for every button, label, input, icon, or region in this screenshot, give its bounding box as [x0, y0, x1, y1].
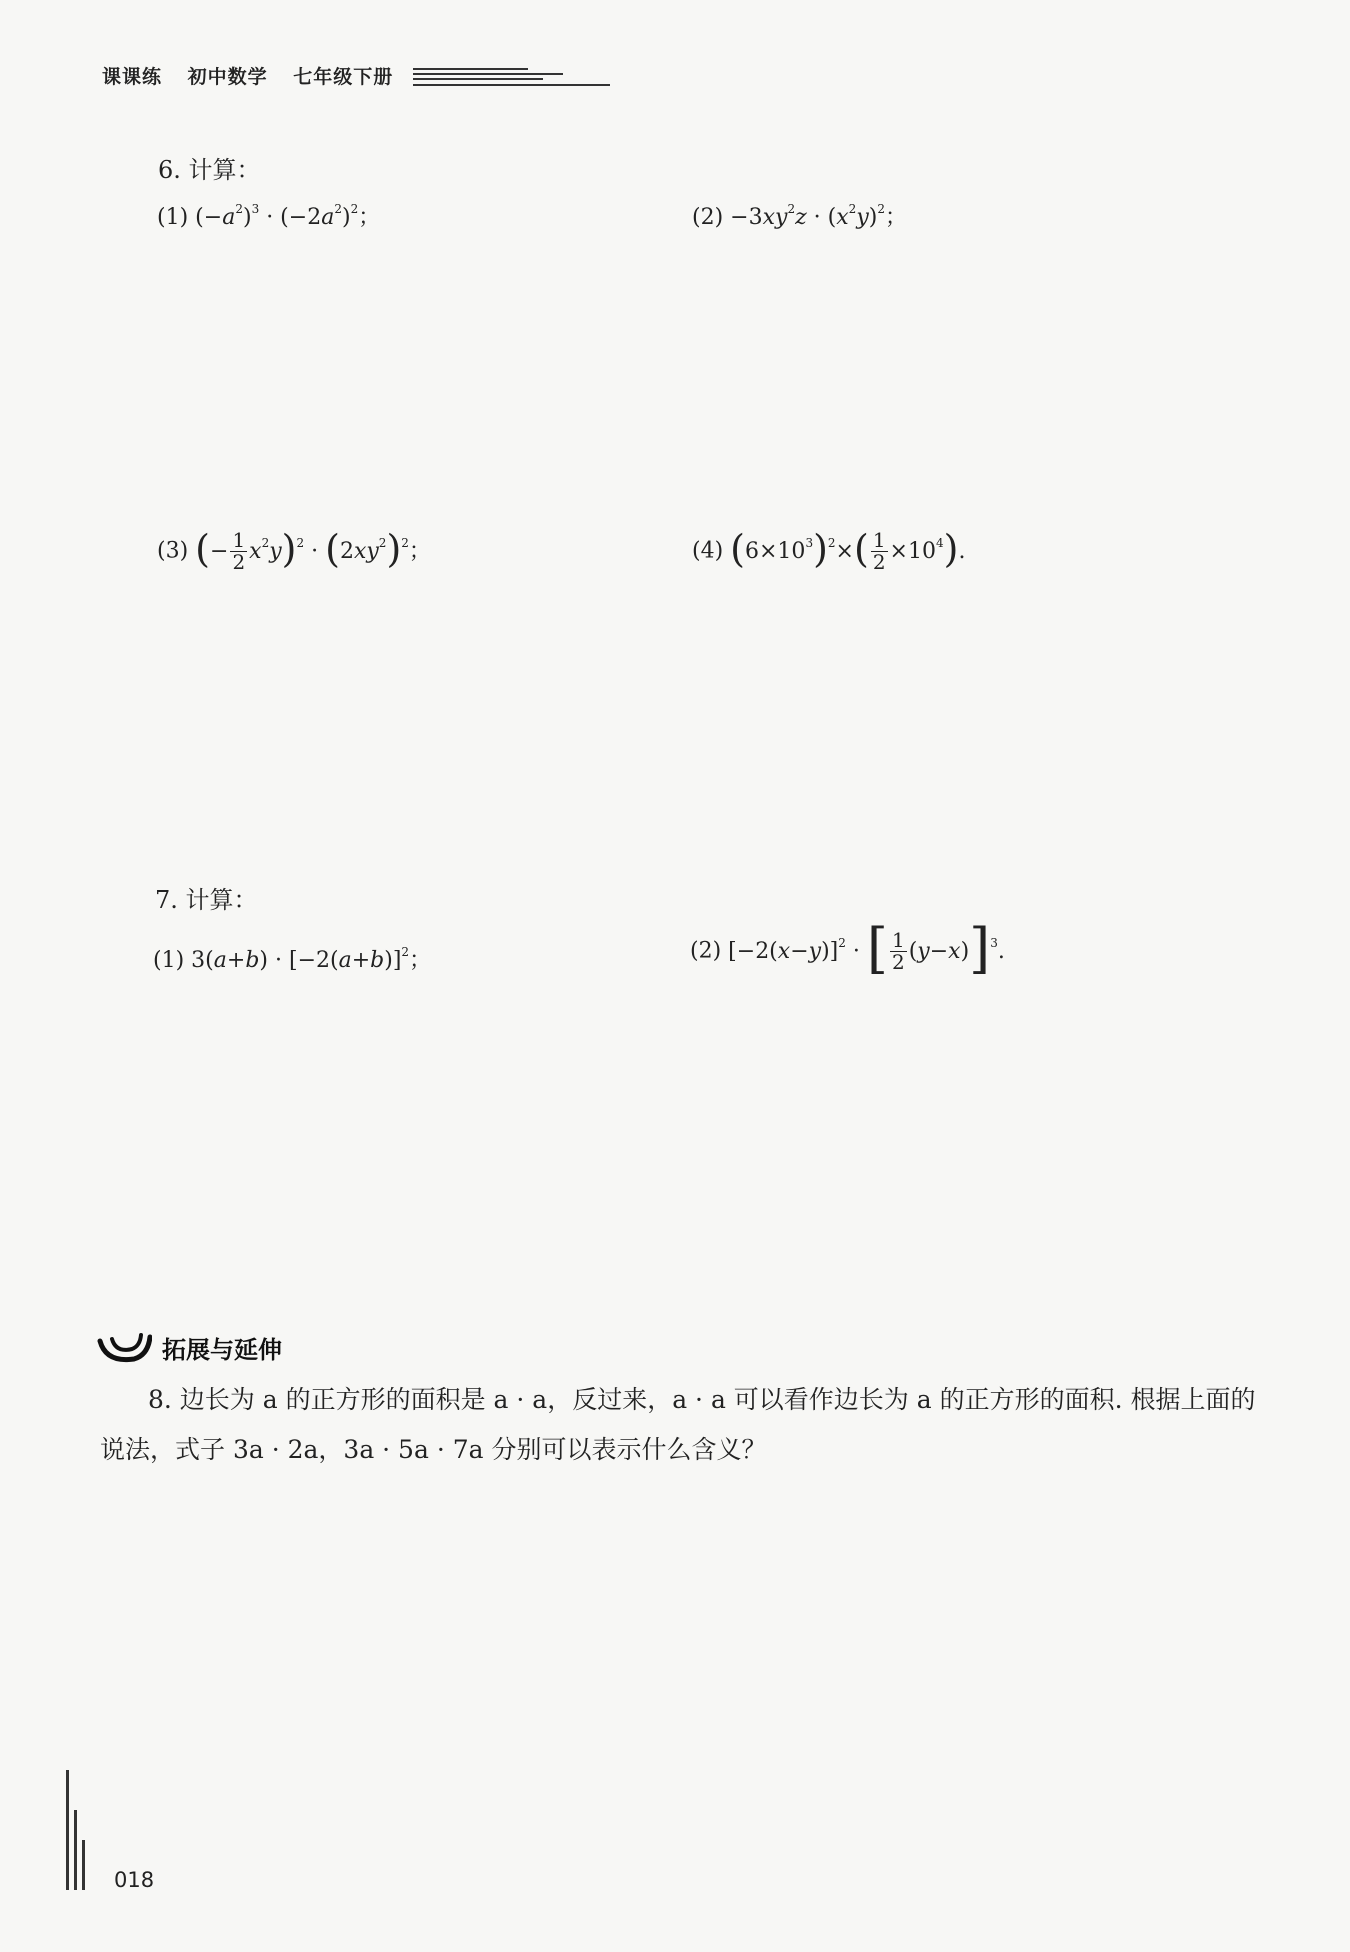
- q6-part4-label: (4): [692, 538, 724, 564]
- q7-part2: [690, 916, 1005, 980]
- q6-part3: [157, 526, 431, 574]
- q7-part1-expr: $3(a+b) \cdot [-2(a+b)]^2$；: [191, 945, 432, 973]
- q7-title: 7. 计算：: [155, 886, 258, 914]
- q6-part1-label: (1): [157, 205, 189, 230]
- q7-part2-expr: $[-2(x-y)]^2$ · [ $\frac{1}{2}$ (y−x)]$^3$.: [728, 916, 1005, 980]
- q7-part1: [153, 943, 431, 974]
- q6-part2-label: (2): [692, 205, 724, 230]
- header-series: 课课练: [102, 66, 163, 88]
- q6-part1-expr: $(-a^2)^3 \cdot (-2a^2)^2$；: [195, 202, 381, 230]
- swirl-section-icon: [96, 1331, 152, 1365]
- q8-text: 8. 边长为 a 的正方形的面积是 a · a，反过来，a · a 可以看作边长为 a 的正方形的面积. 根据上面的说法，式子 3a · 2a，3a · 5a · 7a 分别可以表示什么含义？: [100, 1385, 1256, 1464]
- q7-part2-label: (2): [690, 938, 722, 964]
- q6-part3-label: (3): [157, 538, 189, 564]
- q7-part1-label: (1): [153, 948, 185, 973]
- q6-part4-expr: $(6\times 10^3)^2\times$( $\frac{1}{2}$ $\times 10^4$).: [730, 526, 966, 574]
- q6-part3-expr: (− $\frac{1}{2}$ $x^2y)^2 \cdot (2xy^2)^2$；: [195, 526, 431, 574]
- page-number: 018: [114, 1868, 155, 1892]
- q6-part2-expr: $-3xy^2z \cdot (x^2y)^2$；: [730, 202, 907, 230]
- section-heading: [96, 1330, 282, 1365]
- q6-title: 6. 计算：: [158, 156, 261, 184]
- header-decorative-lines: [413, 66, 613, 88]
- header-grade: 七年级下册: [293, 66, 394, 88]
- q6-part4: [692, 526, 966, 574]
- header-subject: 初中数学: [187, 66, 268, 88]
- section-label: 拓展与延伸: [162, 1336, 282, 1364]
- running-header: [102, 62, 411, 89]
- q6-part2: [692, 200, 907, 231]
- q6-part1: [157, 200, 380, 231]
